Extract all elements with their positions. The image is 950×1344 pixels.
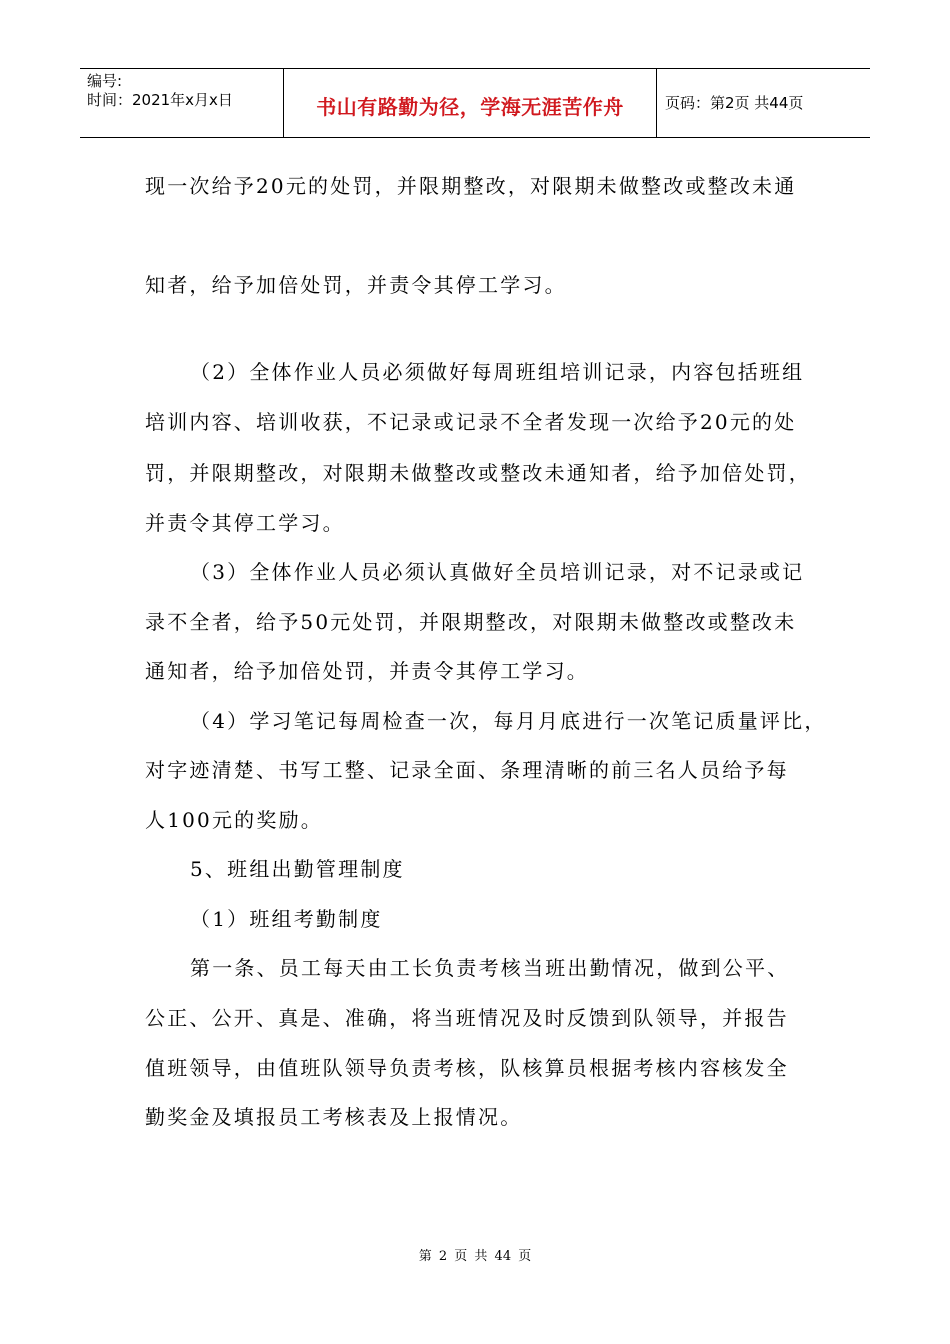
motto-text: 书山有路勤为径，学海无涯苦作舟	[316, 95, 624, 119]
body-line: 公正、公开、真是、准确，将当班情况及时反馈到队领导，并报告	[145, 1006, 789, 1030]
body-line: （4）学习笔记每周检查一次，每月月底进行一次笔记质量评比，	[190, 709, 827, 733]
body-line: 现一次给予20元的处罚，并限期整改，对限期未做整改或整改未通	[145, 174, 797, 198]
body-line: 知者，给予加倍处罚，并责令其停工学习。	[145, 273, 567, 297]
body-line: 通知者，给予加倍处罚，并责令其停工学习。	[145, 659, 589, 683]
body-line: 罚，并限期整改，对限期未做整改或整改未通知者，给予加倍处罚，	[145, 461, 811, 485]
date-label: 时间：2021年x月x日	[87, 91, 233, 109]
subsection-heading: （1）班组考勤制度	[190, 907, 383, 931]
body-line: 并责令其停工学习。	[145, 511, 345, 535]
body-line: 对字迹清楚、书写工整、记录全面、条理清晰的前三名人员给予每	[145, 758, 789, 782]
header-page-label: 页码：第2页 共44页	[665, 94, 804, 112]
body-line: 值班领导，由值班队领导负责考核，队核算员根据考核内容核发全	[145, 1056, 789, 1080]
page-footer: 第 2 页 共 44 页	[418, 1249, 532, 1264]
body-line: （2）全体作业人员必须做好每周班组培训记录，内容包括班组	[190, 360, 805, 384]
body-line: （3）全体作业人员必须认真做好全员培训记录，对不记录或记	[190, 560, 805, 584]
body-line: 第一条、员工每天由工长负责考核当班出勤情况，做到公平、	[190, 956, 790, 980]
body-line: 录不全者，给予50元处罚，并限期整改，对限期未做整改或整改未	[145, 610, 797, 634]
serial-number-label: 编号:	[87, 72, 123, 90]
body-line: 勤奖金及填报员工考核表及上报情况。	[145, 1105, 523, 1129]
body-line: 人100元的奖励。	[145, 808, 323, 832]
section-heading: 5、班组出勤管理制度	[190, 857, 405, 881]
body-line: 培训内容、培训收获，不记录或记录不全者发现一次给予20元的处	[145, 410, 797, 434]
